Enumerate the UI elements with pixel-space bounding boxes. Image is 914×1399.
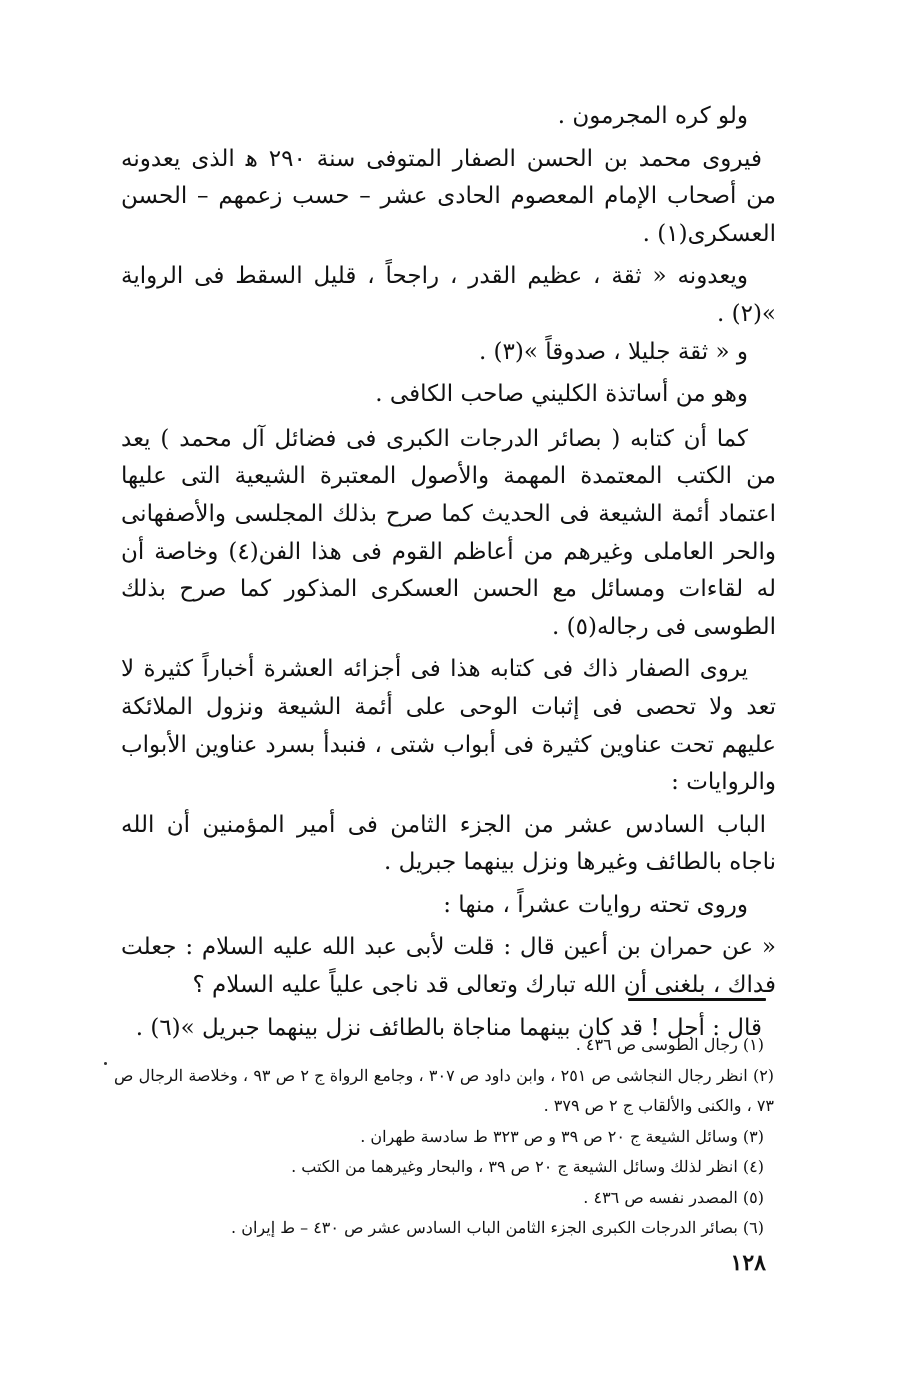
quotation: قال : أجل ! قد كان بينهما مناجاة بالطائف نزل بينهما جبريل »(٦) . bbox=[135, 1014, 762, 1041]
paragraph: يروى الصفار ذاك فى كتابه هذا فى أجزائه العشرة أخباراً كثيرة لا تعد ولا تحصى فى إثبات الوحى على أئمة الشيعة ونزول الملائكة عليهم تحت عناوين كثيرة فى أبواب شتى ، فنبدأ بسرد عناوين الأبواب والروايات : bbox=[121, 656, 776, 796]
footnote: (٢) انظر رجال النجاشى ص ٢٥١ ، وابن داود ص ٣٠٧ ، وجامع الرواة ج ٢ ص ٩٣ ، وخلاصة الرجال ص ٧٣ ، والكنى والألقاب ج ٢ ص ٣٧٩ . bbox=[114, 1065, 775, 1115]
footnote: (٥) المصدر نفسه ص ٤٣٦ . bbox=[583, 1187, 764, 1207]
footnote: (٣) وسائل الشيعة ج ٢٠ ص ٣٩ و ص ٣٢٣ ط سادسة طهران . bbox=[360, 1126, 764, 1146]
footnotes bbox=[114, 1030, 774, 1244]
main-text bbox=[121, 98, 776, 1047]
paragraph: كما أن كتابه ( بصائر الدرجات الكبرى فى فضائل آل محمد ) يعد من الكتب المعتمدة المهمة والأصول المعتبرة الشيعية التى عليها اعتماد أئمة الشيعة فى الحديث كما صرح بذلك المجلسى والأصفهانى والحر العاملى وغيرهم من أعاظم القوم فى هذا الفن(٤) وخاصة أن له لقاءات ومسائل مع الحسن العسكرى المذكور كما صرح بذلك الطوسى فى رجاله(٥) . bbox=[121, 425, 777, 640]
paragraph: ولو كره المجرمون . bbox=[557, 103, 748, 129]
footnote: (٤) انظر لذلك وسائل الشيعة ج ٢٠ ص ٣٩ ، والبحار وغيرهما من الكتب . bbox=[291, 1157, 764, 1176]
footnote: (٦) بصائر الدرجات الكبرى الجزء الثامن الباب السادس عشر ص ٤٣٠ – ط إيران . bbox=[231, 1218, 764, 1237]
paragraph: الباب السادس عشر من الجزء الثامن فى أمير المؤمنين أن الله ناجاه بالطائف وغيرها ونزل بينهما جبريل . bbox=[121, 811, 776, 876]
footnote-divider bbox=[628, 998, 766, 1001]
footnote: (١) رجال الطوسى ص ٤٣٦ . bbox=[575, 1035, 764, 1054]
page-number: ١٢٨ bbox=[730, 1250, 766, 1276]
paragraph: ويعدونه « ثقة ، عظيم القدر ، راجحاً ، قليل السقط فى الرواية »(٢) . bbox=[121, 263, 776, 327]
paragraph: وهو من أساتذة الكليني صاحب الكافى . bbox=[375, 381, 748, 408]
paragraph: و « ثقة جليلا ، صدوقاً »(٣) . bbox=[478, 338, 748, 365]
paragraph: وروى تحته روايات عشراً ، منها : bbox=[443, 891, 748, 918]
print-speck bbox=[104, 1062, 107, 1065]
quotation: « عن حمران بن أعين قال : قلت لأبى عبد الله عليه السلام : جعلت فداك ، بلغنى أن الله تبارك وتعالى قد ناجى علياً عليه السلام ؟ bbox=[121, 934, 776, 999]
paragraph: فيروى محمد بن الحسن الصفار المتوفى سنة ٢٩٠ ﻫ الذى يعدونه من أصحاب الإمام المعصوم الحادى عشر – حسب زعمهم – الحسن العسكرى(١) . bbox=[121, 145, 776, 247]
